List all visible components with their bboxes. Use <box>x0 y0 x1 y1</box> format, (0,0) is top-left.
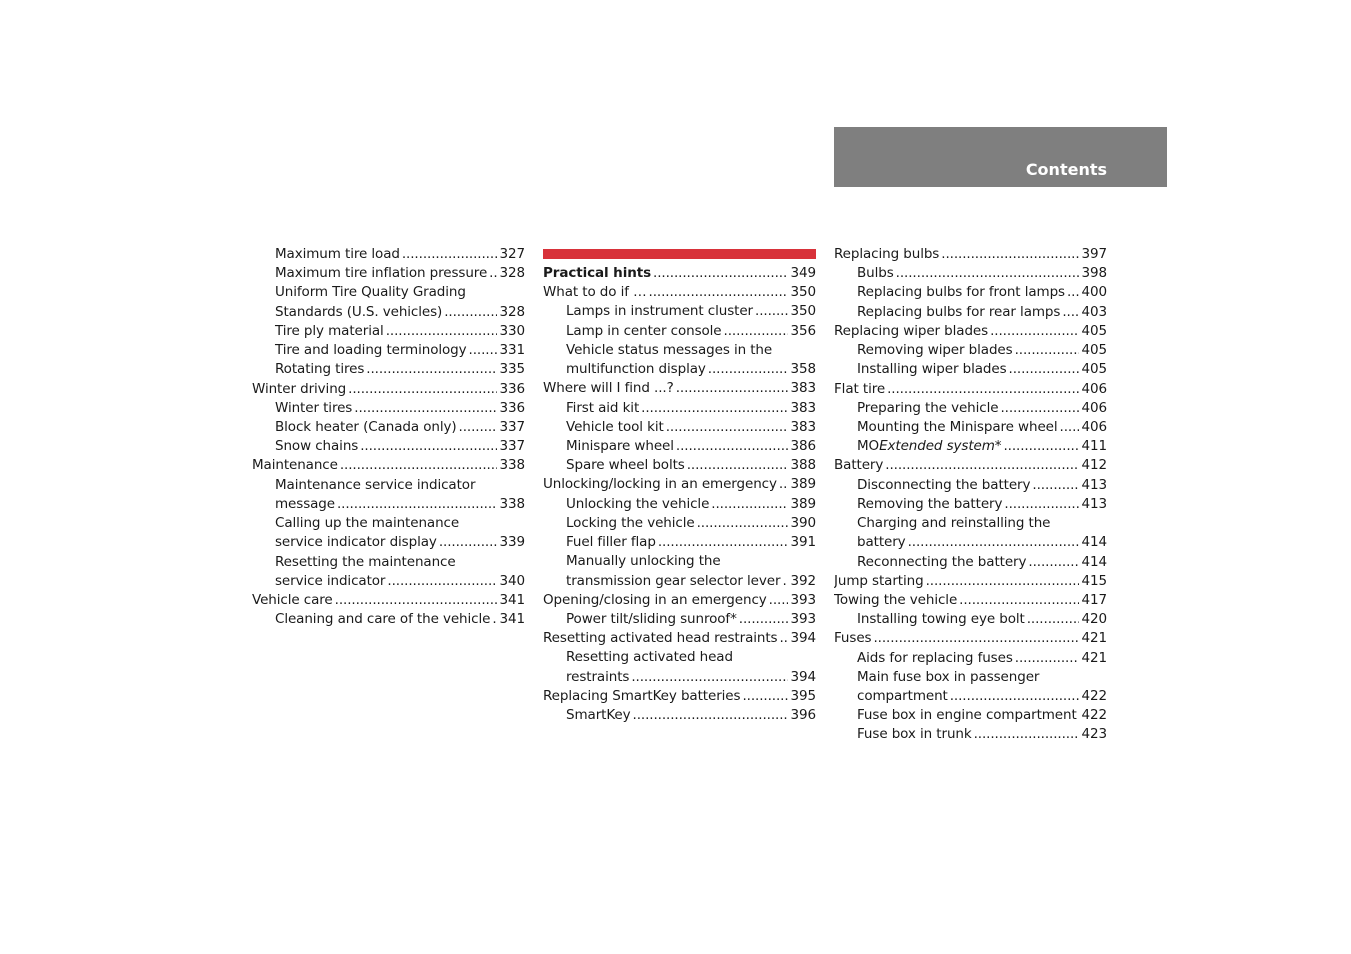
toc-column-3 <box>834 245 1107 745</box>
dot-leader <box>711 495 788 514</box>
toc-page-number: 398 <box>1081 265 1107 282</box>
toc-entry[interactable] <box>543 610 816 629</box>
toc-entry[interactable] <box>252 553 525 572</box>
toc-entry-title: Winter driving <box>252 380 347 397</box>
toc-page-number: 330 <box>499 322 525 339</box>
toc-page-number: 328 <box>499 303 525 320</box>
toc-entry[interactable] <box>834 380 1107 399</box>
dot-leader <box>896 264 1079 283</box>
toc-entry[interactable] <box>543 687 816 706</box>
toc-page-number: 386 <box>790 437 816 454</box>
toc-page-number: 349 <box>790 265 816 281</box>
toc-entry[interactable] <box>543 456 816 475</box>
dot-leader <box>348 380 497 399</box>
toc-entry[interactable] <box>834 245 1107 264</box>
toc-page-number: 405 <box>1081 361 1107 378</box>
toc-page-number: 336 <box>499 380 525 397</box>
toc-entry[interactable] <box>543 437 816 456</box>
toc-entry-title: Installing towing eye bolt <box>857 611 1025 628</box>
toc-entry[interactable] <box>252 456 525 475</box>
toc-entry-title: Lamps in instrument cluster <box>566 303 753 320</box>
dot-leader <box>1009 360 1079 379</box>
toc-page-number: 414 <box>1081 534 1107 551</box>
toc-entry[interactable] <box>834 725 1107 744</box>
dot-leader <box>779 629 788 648</box>
toc-page-number: 393 <box>790 610 816 627</box>
toc-entry-title: Snow chains <box>275 438 359 455</box>
toc-entry-title: Fuses <box>834 630 872 647</box>
toc-entry[interactable] <box>543 514 816 533</box>
toc-entry-title: service indicator <box>275 572 386 589</box>
toc-entry[interactable] <box>252 495 525 514</box>
toc-page-number: 403 <box>1081 303 1107 320</box>
toc-page-number: 405 <box>1081 322 1107 339</box>
toc-entry[interactable] <box>834 514 1107 533</box>
toc-entry[interactable] <box>543 418 816 437</box>
page-title: Contents <box>1025 160 1107 179</box>
toc-entry-title: Cleaning and care of the vehicle <box>275 611 491 628</box>
toc-entry-title: Charging and reinstalling the <box>857 515 1051 532</box>
dot-leader <box>387 572 497 591</box>
toc-page-number: 337 <box>499 418 525 435</box>
toc-entry-title: Removing wiper blades <box>857 342 1013 359</box>
toc-entry-title: MO <box>857 438 880 455</box>
toc-page-number: 328 <box>499 265 525 282</box>
toc-entry-title: Manually unlocking the <box>566 553 721 570</box>
toc-page-number: 383 <box>790 418 816 435</box>
dot-leader <box>386 322 497 341</box>
toc-entry[interactable] <box>252 572 525 591</box>
toc-page-number: 327 <box>499 246 525 262</box>
toc-entry-title: Disconnecting the battery <box>857 476 1031 493</box>
toc-entry-title: Spare wheel bolts <box>566 457 685 474</box>
dot-leader <box>631 668 788 687</box>
toc-entry-title: Opening/closing in an emergency <box>543 591 767 608</box>
toc-page-number: 422 <box>1081 707 1107 724</box>
toc-entry[interactable] <box>834 687 1107 706</box>
toc-page-number: 389 <box>790 476 816 493</box>
toc-entry[interactable] <box>252 437 525 456</box>
dot-leader <box>908 533 1079 552</box>
toc-entry-title: First aid kit <box>566 399 640 416</box>
dot-leader <box>779 475 788 494</box>
dot-leader <box>926 572 1079 591</box>
toc-entry[interactable] <box>543 360 816 379</box>
dot-leader <box>742 687 788 706</box>
dot-leader <box>676 437 788 456</box>
toc-page-number: 337 <box>499 438 525 455</box>
toc-entry[interactable] <box>252 610 525 629</box>
dot-leader <box>1015 341 1079 360</box>
toc-entry[interactable] <box>834 360 1107 379</box>
toc-page-number: 393 <box>790 591 816 608</box>
dot-leader <box>950 687 1079 706</box>
dot-leader <box>1067 283 1079 302</box>
toc-page-number: 339 <box>499 534 525 551</box>
toc-entry[interactable] <box>543 552 816 571</box>
dot-leader <box>340 456 497 475</box>
toc-entry[interactable] <box>543 591 816 610</box>
toc-page-number: 421 <box>1081 649 1107 666</box>
toc-entry[interactable] <box>543 322 816 341</box>
toc-entry-title: Vehicle status messages in the <box>566 341 773 358</box>
dot-leader <box>653 264 788 283</box>
toc-entry[interactable] <box>834 533 1107 552</box>
toc-entry-title: transmission gear selector lever <box>566 572 781 589</box>
toc-entry[interactable] <box>252 399 525 418</box>
toc-entry[interactable] <box>834 649 1107 668</box>
toc-entry[interactable] <box>543 379 816 398</box>
toc-page-number: 388 <box>790 457 816 474</box>
dot-leader <box>459 418 497 437</box>
toc-page-number: 383 <box>790 380 816 397</box>
dot-leader <box>1028 553 1079 572</box>
toc-page-number: 405 <box>1081 342 1107 359</box>
toc-page-number: 417 <box>1081 591 1107 608</box>
toc-entry[interactable] <box>834 553 1107 572</box>
dot-leader <box>366 360 497 379</box>
toc-page-number: 338 <box>499 457 525 474</box>
toc-page-number: 341 <box>499 611 525 628</box>
toc-entry-title: Standards (U.S. vehicles) <box>275 303 443 320</box>
toc-page-number: 390 <box>790 514 816 531</box>
toc-page-number: 406 <box>1081 399 1107 416</box>
dot-leader <box>676 379 788 398</box>
toc-entry-title: Tire and loading terminology <box>275 342 467 359</box>
toc-page-number: 331 <box>499 342 525 359</box>
toc-page-number: 397 <box>1081 246 1107 262</box>
dot-leader <box>360 437 497 456</box>
dot-leader <box>941 245 1079 264</box>
toc-entry-title: Tire ply material <box>275 322 384 339</box>
dot-leader <box>402 245 497 264</box>
toc-entry-title: Practical hints <box>543 265 652 281</box>
toc-entry[interactable] <box>834 437 1107 456</box>
toc-entry-title: battery <box>857 534 906 551</box>
dot-leader <box>755 302 788 321</box>
toc-entry[interactable] <box>252 533 525 552</box>
dot-leader <box>687 456 788 475</box>
toc-entry[interactable] <box>834 341 1107 360</box>
dot-leader <box>492 610 497 629</box>
dot-leader <box>724 322 788 341</box>
toc-entry[interactable] <box>834 418 1107 437</box>
toc-entry[interactable] <box>543 302 816 321</box>
toc-page-number: 350 <box>790 284 816 301</box>
toc-entry[interactable] <box>543 668 816 687</box>
toc-page-number: 350 <box>790 303 816 320</box>
toc-page-number: 411 <box>1081 438 1107 455</box>
dot-leader <box>1060 418 1079 437</box>
toc-entry-title: What to do if … <box>543 284 647 301</box>
toc-entry-title: Resetting activated head <box>566 649 733 666</box>
dot-leader <box>354 399 497 418</box>
toc-entry[interactable] <box>834 495 1107 514</box>
toc-entry[interactable] <box>543 495 816 514</box>
dot-leader <box>769 591 788 610</box>
toc-entry[interactable] <box>834 303 1107 322</box>
toc-entry[interactable] <box>834 706 1107 725</box>
contents-header-box <box>834 127 1167 187</box>
toc-entry-title: Fuse box in trunk <box>857 726 972 743</box>
toc-entry[interactable] <box>834 399 1107 418</box>
dot-leader <box>649 283 788 302</box>
toc-entry[interactable] <box>834 629 1107 648</box>
dot-leader <box>739 610 788 629</box>
toc-entry-title: multifunction display <box>566 361 706 378</box>
dot-leader <box>697 514 788 533</box>
dot-leader <box>337 495 497 514</box>
toc-entry-title: Minispare wheel <box>566 437 674 454</box>
toc-entry[interactable] <box>252 303 525 322</box>
toc-page-number: 421 <box>1081 630 1107 647</box>
toc-entry-title: Where will I find ...? <box>543 380 674 397</box>
toc-page-number: 335 <box>499 361 525 378</box>
toc-entry-title: Winter tires <box>275 399 353 416</box>
dot-leader <box>1062 303 1079 322</box>
toc-page-number: 336 <box>499 399 525 416</box>
toc-entry-title: Vehicle care <box>252 591 333 608</box>
toc-entry[interactable] <box>834 591 1107 610</box>
toc-entry-title: Block heater (Canada only) <box>275 418 457 435</box>
toc-entry-title: Vehicle tool kit <box>566 418 664 435</box>
toc-entry-title: Calling up the maintenance <box>275 515 460 532</box>
toc-entry[interactable] <box>252 283 525 302</box>
toc-page-number: 406 <box>1081 418 1107 435</box>
dot-leader <box>489 264 497 283</box>
dot-leader <box>959 591 1079 610</box>
toc-page-number: 394 <box>790 630 816 647</box>
toc-page-number: 413 <box>1081 476 1107 493</box>
toc-page-number: 406 <box>1081 380 1107 397</box>
toc-entry[interactable] <box>543 533 816 552</box>
toc-entry-title-italic: Extended system* <box>879 438 1002 455</box>
toc-entry-title: Unlocking/locking in an emergency <box>543 476 777 493</box>
toc-page-number: 341 <box>499 591 525 608</box>
dot-leader <box>887 380 1079 399</box>
toc-entry-title: Removing the battery <box>857 495 1003 512</box>
dot-leader <box>1000 399 1079 418</box>
dot-leader <box>444 303 497 322</box>
toc-entry-title: Resetting the maintenance <box>275 553 456 570</box>
toc-entry-title: Jump starting <box>834 572 924 589</box>
toc-entry[interactable] <box>252 264 525 283</box>
dot-leader <box>990 322 1079 341</box>
toc-entry-title: Installing wiper blades <box>857 361 1007 378</box>
dot-leader <box>974 725 1079 744</box>
toc-entry[interactable] <box>252 341 525 360</box>
toc-entry[interactable] <box>543 283 816 302</box>
toc-entry-title: Locking the vehicle <box>566 514 695 531</box>
dot-leader <box>782 572 788 591</box>
dot-leader <box>633 706 788 725</box>
toc-page-number: 400 <box>1081 284 1107 301</box>
toc-entry-title: Replacing wiper blades <box>834 322 989 339</box>
toc-entry-title: compartment <box>857 688 948 705</box>
toc-entry[interactable] <box>543 572 816 591</box>
toc-entry[interactable] <box>834 572 1107 591</box>
toc-entry[interactable] <box>543 706 816 725</box>
toc-entry[interactable] <box>252 245 525 264</box>
toc-entry-title: Battery <box>834 457 884 474</box>
toc-entry[interactable] <box>543 648 816 667</box>
toc-entry-title: Aids for replacing fuses <box>857 649 1013 666</box>
toc-entry[interactable] <box>834 668 1107 687</box>
toc-page-number: 394 <box>790 668 816 685</box>
dot-leader <box>1003 437 1079 456</box>
toc-page-number: 420 <box>1081 611 1107 628</box>
dot-leader <box>439 533 497 552</box>
toc-entry-title: Preparing the vehicle <box>857 399 999 416</box>
toc-entry[interactable] <box>252 380 525 399</box>
toc-entry-title: Towing the vehicle <box>834 591 958 608</box>
toc-entry[interactable] <box>543 264 816 283</box>
toc-page-number: 395 <box>790 687 816 704</box>
toc-entry[interactable] <box>252 418 525 437</box>
toc-page-number: 423 <box>1081 726 1107 743</box>
toc-page-number: 392 <box>790 572 816 589</box>
toc-entry-title: Replacing bulbs for front lamps <box>857 284 1065 301</box>
toc-entry-title: Uniform Tire Quality Grading <box>275 284 466 301</box>
toc-entry-title: SmartKey <box>566 707 631 724</box>
toc-entry-title: Main fuse box in passenger <box>857 668 1040 685</box>
toc-page-number: 414 <box>1081 553 1107 570</box>
toc-page-number: 412 <box>1081 457 1107 474</box>
toc-entry-title: Fuel filler flap <box>566 534 656 551</box>
toc-entry-title: Maximum tire load <box>275 246 400 262</box>
toc-entry-title: Maintenance service indicator <box>275 476 476 493</box>
toc-entry[interactable] <box>543 399 816 418</box>
toc-entry[interactable] <box>252 360 525 379</box>
dot-leader <box>1027 610 1079 629</box>
toc-entry[interactable] <box>252 322 525 341</box>
toc-entry-title: Flat tire <box>834 380 886 397</box>
toc-entry-title: Bulbs <box>857 265 894 282</box>
toc-entry-title: Replacing bulbs <box>834 246 940 262</box>
dot-leader <box>641 399 788 418</box>
dot-leader <box>873 629 1079 648</box>
toc-entry-title: Lamp in center console <box>566 322 722 339</box>
toc-entry[interactable] <box>543 475 816 494</box>
toc-entry-title: Resetting activated head restraints <box>543 630 778 647</box>
toc-entry-title: Reconnecting the battery <box>857 553 1027 570</box>
dot-leader <box>658 533 788 552</box>
toc-page-number: 396 <box>790 707 816 724</box>
toc-page-number: 356 <box>790 322 816 339</box>
toc-entry-title: restraints <box>566 668 630 685</box>
toc-entry[interactable] <box>834 610 1107 629</box>
toc-entry[interactable] <box>834 476 1107 495</box>
toc-entry-title: message <box>275 495 335 512</box>
toc-page-number: 391 <box>790 534 816 551</box>
toc-entry[interactable] <box>834 322 1107 341</box>
toc-entry-title: Mounting the Minispare wheel <box>857 418 1058 435</box>
toc-entry-title: Unlocking the vehicle <box>566 495 710 512</box>
toc-column-1 <box>252 245 525 629</box>
toc-entry-title: Rotating tires <box>275 361 365 378</box>
toc-column-2 <box>543 264 816 725</box>
dot-leader <box>469 341 497 360</box>
toc-entry-title: Replacing bulbs for rear lamps <box>857 303 1061 320</box>
toc-entry[interactable] <box>252 514 525 533</box>
toc-entry[interactable] <box>834 264 1107 283</box>
toc-page-number: 338 <box>499 495 525 512</box>
toc-page-number: 422 <box>1081 688 1107 705</box>
toc-entry[interactable] <box>834 283 1107 302</box>
toc-page-number: 383 <box>790 399 816 416</box>
toc-page-number: 340 <box>499 572 525 589</box>
dot-leader <box>708 360 788 379</box>
toc-entry[interactable] <box>543 341 816 360</box>
dot-leader <box>1015 649 1079 668</box>
dot-leader <box>666 418 788 437</box>
dot-leader <box>885 456 1079 475</box>
toc-page-number: 415 <box>1081 572 1107 589</box>
toc-entry-title: Maintenance <box>252 457 338 474</box>
toc-entry[interactable] <box>834 456 1107 475</box>
toc-entry-title: Power tilt/sliding sunroof* <box>566 610 737 627</box>
toc-entry-title: Replacing SmartKey batteries <box>543 687 741 704</box>
toc-page-number: 358 <box>790 361 816 378</box>
section-marker-bar <box>543 249 816 259</box>
toc-entry[interactable] <box>543 629 816 648</box>
dot-leader <box>1004 495 1079 514</box>
toc-entry-title: service indicator display <box>275 534 437 551</box>
dot-leader <box>1032 476 1079 495</box>
toc-page-number: 413 <box>1081 495 1107 512</box>
dot-leader <box>335 591 497 610</box>
toc-entry[interactable] <box>252 476 525 495</box>
toc-page-number: 389 <box>790 495 816 512</box>
toc-entry[interactable] <box>252 591 525 610</box>
toc-entry-title: Fuse box in engine compartment <box>857 707 1077 724</box>
toc-entry-title: Maximum tire inflation pressure <box>275 265 488 282</box>
